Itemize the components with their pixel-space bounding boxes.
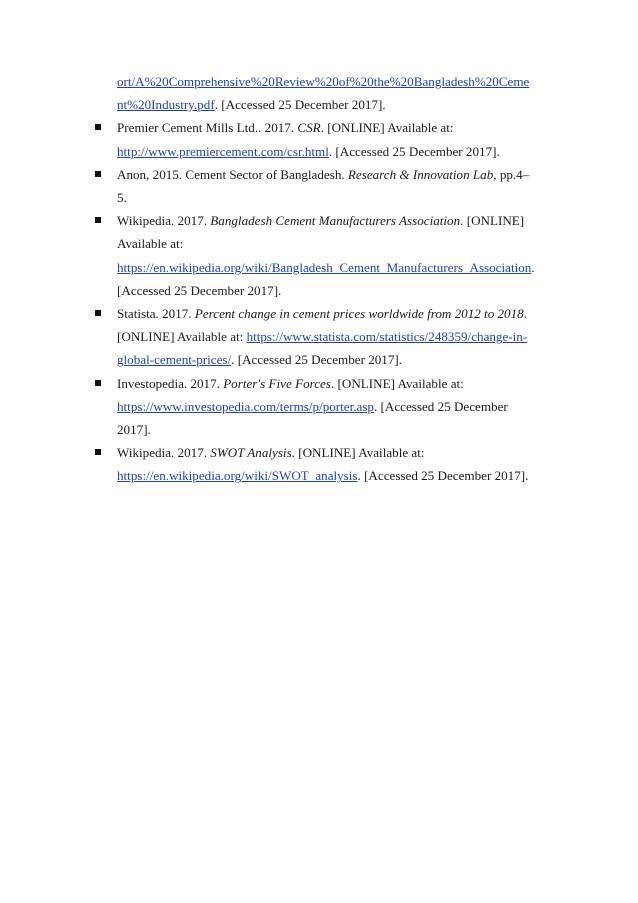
reference-text: Statista. 2017. xyxy=(117,306,195,322)
reference-link[interactable]: https://en.wikipedia.org/wiki/SWOT_analysis xyxy=(117,468,358,484)
reference-text: 2017]. xyxy=(117,422,151,438)
reference-link[interactable]: ort/A%20Comprehensive%20Review%20of%20the%20Bangladesh%20Ceme xyxy=(117,74,530,89)
reference-text: [ONLINE] Available at: xyxy=(117,329,247,345)
square-bullet-icon xyxy=(95,171,101,177)
reference-text: . [ONLINE] Available at: xyxy=(291,445,425,461)
reference-text: . [ONLINE] Available at: xyxy=(330,375,464,391)
reference-text: [Accessed 25 December 2017]. xyxy=(117,282,282,298)
reference-text: Premier Cement Mills Ltd.. 2017. xyxy=(117,120,298,136)
reference-item xyxy=(95,163,565,209)
reference-title: CSR xyxy=(297,120,321,136)
reference-text: Anon, 2015. Cement Sector of Bangladesh. xyxy=(117,166,348,182)
square-bullet-icon xyxy=(95,310,101,316)
reference-link[interactable]: https://www.investopedia.com/terms/p/porter.asp xyxy=(117,398,374,414)
reference-text: 5. xyxy=(117,190,127,206)
reference-text: . [Accessed 25 December 2017]. xyxy=(328,143,500,159)
reference-line xyxy=(117,441,565,464)
reference-line xyxy=(117,325,565,348)
reference-title: Research & Innovation Lab xyxy=(347,166,494,182)
reference-line xyxy=(117,372,565,395)
reference-item xyxy=(95,209,565,302)
reference-line xyxy=(117,302,565,325)
reference-link[interactable]: global-cement-prices/ xyxy=(117,352,232,368)
reference-line xyxy=(117,418,565,441)
reference-line xyxy=(117,163,565,186)
reference-continuation xyxy=(95,70,565,116)
reference-list xyxy=(95,70,565,488)
reference-line xyxy=(117,140,565,163)
reference-item xyxy=(95,302,565,372)
reference-line xyxy=(117,395,565,418)
reference-link[interactable]: http://www.premiercement.com/csr.html xyxy=(117,143,329,159)
reference-text: Investopedia. 2017. xyxy=(117,375,224,391)
reference-line xyxy=(117,256,565,279)
reference-text: . [ONLINE] Available at: xyxy=(320,120,454,136)
reference-title: Porter's Five Forces xyxy=(223,375,331,391)
reference-line xyxy=(117,93,565,116)
reference-text: Wikipedia. 2017. xyxy=(117,213,211,229)
reference-text: . xyxy=(523,306,527,322)
reference-text: Wikipedia. 2017. xyxy=(117,445,211,461)
square-bullet-icon xyxy=(95,217,101,223)
reference-text: . [Accessed 25 December xyxy=(373,398,508,414)
reference-line xyxy=(117,70,565,93)
square-bullet-icon xyxy=(95,449,101,455)
reference-text: . [Accessed 25 December 2017]. xyxy=(231,352,403,368)
reference-item xyxy=(95,441,565,487)
reference-text: . [Accessed 25 December 2017]. xyxy=(357,468,529,484)
reference-text: , pp.4– xyxy=(493,166,530,182)
reference-link[interactable]: nt%20Industry.pdf xyxy=(117,97,215,113)
reference-text: Available at: xyxy=(117,236,184,252)
reference-title: Percent change in cement prices worldwide from 2012 to 2018 xyxy=(194,306,524,322)
square-bullet-icon xyxy=(95,124,101,130)
reference-item xyxy=(95,372,565,442)
reference-text: . [Accessed 25 December 2017]. xyxy=(214,97,386,113)
reference-line xyxy=(117,464,565,487)
reference-item xyxy=(95,116,565,162)
reference-link[interactable]: https://en.wikipedia.org/wiki/Bangladesh_Cement_Manufacturers_Association xyxy=(117,259,532,275)
reference-link[interactable]: https://www.statista.com/statistics/248359/change-in- xyxy=(246,329,528,345)
square-bullet-icon xyxy=(95,380,101,386)
reference-title: Bangladesh Cement Manufacturers Association xyxy=(210,213,461,229)
reference-text: . [ONLINE] xyxy=(460,213,525,229)
reference-title: SWOT Analysis xyxy=(210,445,292,461)
reference-line xyxy=(117,186,565,209)
reference-line xyxy=(117,279,565,302)
reference-line xyxy=(117,116,565,139)
reference-line xyxy=(117,232,565,255)
reference-line xyxy=(117,348,565,371)
reference-text: . xyxy=(531,259,535,275)
reference-line xyxy=(117,209,565,232)
